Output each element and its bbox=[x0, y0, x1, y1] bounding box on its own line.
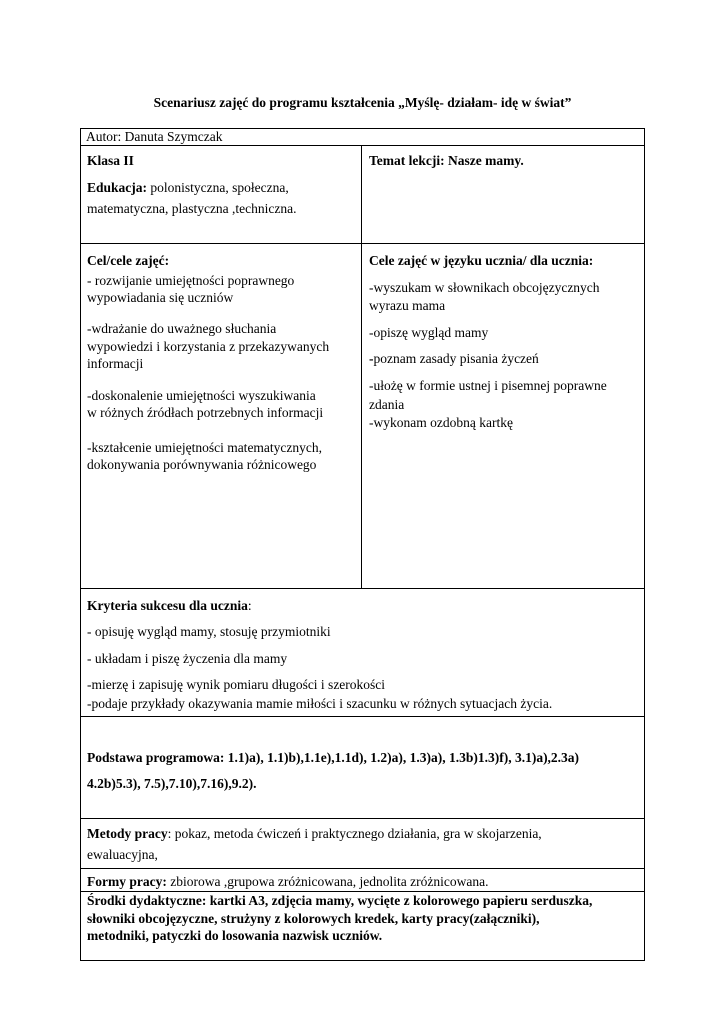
methods-line-2: ewaluacyjna, bbox=[87, 847, 158, 862]
lesson-topic: Temat lekcji: Nasze mamy. bbox=[369, 153, 524, 168]
methods-label: Metody pracy bbox=[87, 826, 168, 841]
forms-line bbox=[87, 874, 488, 890]
criteria-heading bbox=[87, 598, 252, 614]
student-goal-line bbox=[369, 351, 539, 367]
education-label: Edukacja: bbox=[87, 180, 148, 195]
curriculum-basis-cont: 4.2b)5.3), 7.5),7.10),7.16),9.2). bbox=[87, 776, 257, 791]
criteria-label: Kryteria sukcesu dla ucznia bbox=[87, 598, 248, 613]
class-label: Klasa II bbox=[87, 153, 134, 168]
goal-line: w różnych źródłach potrzebnych informacji bbox=[87, 405, 324, 420]
criteria-colon: : bbox=[247, 598, 252, 613]
methods-text: : pokaz, metoda ćwiczeń i praktycznego działania, gra w skojarzenia, bbox=[167, 826, 542, 841]
teaching-aids-line: Środki dydaktyczne: kartki A3, zdjęcia mamy, wycięte z kolorowego papieru serduszka, bbox=[87, 893, 593, 908]
student-goal-line: wyrazu mama bbox=[369, 298, 446, 313]
criteria-line: -mierzę i zapisuję wynik pomiaru długości i szerokości bbox=[87, 677, 386, 692]
methods-line-1 bbox=[87, 826, 542, 842]
row-divider bbox=[80, 891, 645, 892]
education-line-1 bbox=[87, 180, 289, 196]
criteria-line: - opisuję wygląd mamy, stosuję przymiotniki bbox=[87, 624, 331, 639]
student-goal-line: -opiszę wygląd mamy bbox=[369, 325, 489, 340]
education-text: polonistyczna, społeczna, bbox=[147, 180, 289, 195]
goals-label: Cel/cele zajęć: bbox=[87, 253, 170, 268]
column-divider bbox=[361, 145, 362, 588]
goal-line: - rozwijanie umiejętności poprawnego bbox=[87, 273, 295, 288]
teaching-aids-line: słowniki obcojęzyczne, strużyny z kolorowych kredek, karty pracy(załączniki), bbox=[87, 911, 540, 926]
row-divider bbox=[80, 716, 645, 717]
author: Autor: Danuta Szymczak bbox=[86, 129, 223, 144]
education-line-2: matematyczna, plastyczna ,techniczna. bbox=[87, 201, 297, 216]
student-goal-line: -ułożę w formie ustnej i pisemnej poprawne bbox=[369, 378, 607, 393]
student-goal-line: -wyszukam w słownikach obcojęzycznych bbox=[369, 280, 600, 295]
student-goal-line: zdania bbox=[369, 397, 405, 412]
goal-line: -doskonalenie umiejętności wyszukiwania bbox=[87, 388, 316, 403]
student-goal-line: -wykonam ozdobną kartkę bbox=[369, 415, 513, 430]
forms-text: zbiorowa ,grupowa zróżnicowana, jednolita zróżnicowana. bbox=[166, 874, 489, 889]
goal-line: informacji bbox=[87, 356, 144, 371]
forms-label: Formy pracy: bbox=[87, 874, 167, 889]
criteria-line: -podaje przykłady okazywania mamie miłości i szacunku w różnych sytuacjach życia. bbox=[87, 696, 553, 711]
goal-line: -kształcenie umiejętności matematycznych, bbox=[87, 440, 323, 455]
goal-line: dokonywania porównywania różnicowego bbox=[87, 457, 317, 472]
curriculum-basis: Podstawa programowa: 1.1)a), 1.1)b),1.1e),1.1d), 1.2)a), 1.3)a), 1.3b)1.3)f), 3.1)a),2.3a) bbox=[87, 750, 580, 765]
criteria-line: - układam i piszę życzenia dla mamy bbox=[87, 651, 288, 666]
goal-line: wypowiedzi i korzystania z przekazywanych bbox=[87, 339, 330, 354]
teaching-aids-line: metodniki, patyczki do losowania nazwisk uczniów. bbox=[87, 928, 383, 943]
row-divider bbox=[80, 588, 645, 589]
goal-line: -wdrażanie do uważnego słuchania bbox=[87, 321, 277, 336]
row-divider bbox=[80, 145, 645, 146]
student-goal-text: poznam zasady pisania życzeń bbox=[373, 351, 539, 366]
goal-line: wypowiadania się uczniów bbox=[87, 290, 234, 305]
page-title: Scenariusz zajęć do programu kształcenia „Myślę- działam- idę w świat” bbox=[153, 95, 572, 110]
row-divider bbox=[80, 243, 645, 244]
student-goal-dash: - bbox=[369, 351, 374, 366]
row-divider bbox=[80, 818, 645, 819]
student-goals-label: Cele zajęć w języku ucznia/ dla ucznia: bbox=[369, 253, 594, 268]
row-divider bbox=[80, 868, 645, 869]
